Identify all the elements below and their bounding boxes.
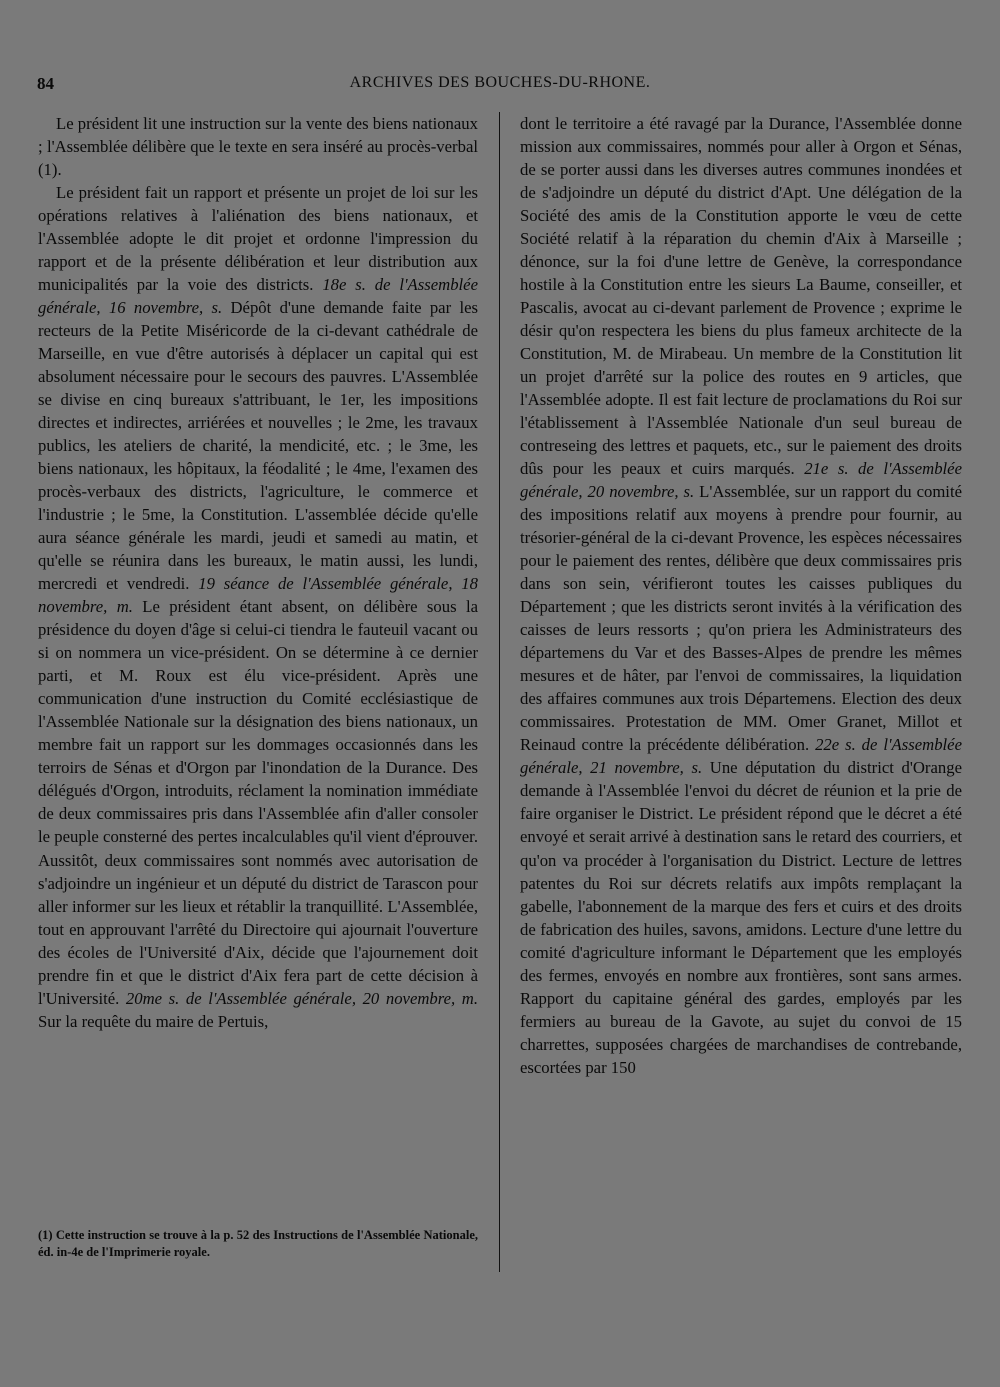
- session-reference: 22e s. de l'Assemblée générale, 21 novembre, s.: [520, 735, 962, 778]
- page-number: 84: [37, 74, 54, 93]
- paragraph: dont le territoire a été ravagé par la Durance, l'Assemblée donne mission aux commissaires, nommés pour aller à Orgon et Sénas, de se porter aussi dans les diverses autres communes inondées et de s'adjoindre un député du district d'Apt. Une délégation de la Société des amis de la Constitution apporte le vœu de cette Société relatif à la réparation du chemin d'Aix à Marseille ; dénonce, sur la foi d'une lettre de Genève, la correspondance hostile à la Constitution entre les sieurs La Baume, conseiller, et Pascalis, avocat au ci-devant parlement de Provence ; exprime le désir qu'on respectera les biens du plus fameux architecte de la Constitution, M. de Mirabeau. Un membre de la Constitution lit un projet d'arrêté sur la police des routes en 9 articles, que l'Assemblée adopte. Il est fait lecture de proclamations du Roi sur l'établissement à l'Assemblée Nationale d'un seul bureau de contreseing des lettres et paquets, etc., sur le paiement des droits dûs pour les peaux et cuirs marqués. 21e s. de l'Assemblée générale, 20 novembre, s. L'Assemblée, sur un rapport du comité des impositions relatif aux moyens à prendre pour fournir, au trésorier-général de la ci-devant Provence, les espèces nécessaires pour le paiement des rentes, délibère que deux commissaires pris dans son sein, vérifieront toutes les caisses publiques du Département ; que les districts seront invités à la vérification des caisses de leurs ressorts ; qu'on priera les Administrateurs des départemens du Var et des Basses-Alpes de prendre les mêmes mesures et de hâter, par l'envoi de commissaires, la liquidation des affaires communes aux trois Départemens. Election des deux commissaires. Protestation de MM. Omer Granet, Millot et Reinaud contre la précédente délibération. 22e s. de l'Assemblée générale, 21 novembre, s. Une députation du district d'Orange demande à l'Assemblée l'envoi du décret de réunion et la prie de faire organiser le District. Le président répond que le décret a été envoyé et serait arrivé à destination sans le retard des courriers, et qu'on va procéder à l'organisation du District. Lecture de lettres patentes du Roi sur décrets relatifs aux impôts remplaçant la gabelle, l'abonnement de la marque des fers et cuirs et des droits de fabrication des huiles, savons, amidons. Lecture d'une lettre du comité d'agriculture informant le Département que les employés des fermes, envoyés en nombre aux frontières, sont sans armes. Rapport du capitaine général des gardes, employés par les fermiers au bureau de la Gavote, au sujet du convoi de 15 charrettes, supposées chargées de marchandises de contrebande, escortées par 150: [520, 114, 962, 1077]
- column-divider: [499, 112, 500, 1272]
- running-title: ARCHIVES DES BOUCHES-DU-RHONE.: [349, 74, 651, 91]
- footnote: (1) Cette instruction se trouve à la p. 52 des Instructions de l'Assemblée Nationale, éd. in-4e de l'Imprimerie royale.: [38, 1228, 478, 1259]
- session-reference: 18e s. de l'Assemblée générale, 16 novembre, s.: [38, 275, 478, 318]
- page-header: [0, 74, 1000, 98]
- paragraph: Le président lit une instruction sur la vente des biens nationaux ; l'Assemblée délibère que le texte en sera inséré au procès-verbal (1).: [38, 114, 478, 180]
- session-reference: 20me s. de l'Assemblée générale, 20 novembre, m.: [125, 988, 479, 1008]
- paragraph: Le président fait un rapport et présente un projet de loi sur les opérations relatives à l'aliénation des biens nationaux, et l'Assemblée adopte le dit projet et ordonne l'impression du rapport et de la présente délibération et leur distribution aux municipalités par la voie des districts. 18e s. de l'Assemblée générale, 16 novembre, s. Dépôt d'une demande faite par les recteurs de la Petite Miséricorde de la ci-devant cathédrale de Marseille, en vue d'être autorisés à déplacer un capital qui est absolument nécessaire pour le secours des pauvres. L'Assemblée se divise en cinq bureaux s'attribuant, le 1er, les impositions directes et indirectes, arriérées et nouvelles ; le 2me, les travaux publics, les ateliers de charité, la mendicité, etc. ; le 3me, les biens nationaux, les hôpitaux, la féodalité ; le 4me, l'examen des procès-verbaux des districts, l'agriculture, le commerce et l'industrie ; le 5me, la Constitution. L'assemblée décide qu'elle aura séance générale les mardi, jeudi et samedi au matin, et qu'elle se réunira dans les bureaux, le matin aussi, les lundi, mercredi et vendredi. 19 séance de l'Assemblée générale, 18 novembre, m. Le président étant absent, on délibère sous la présidence du doyen d'âge si celui-ci tiendra le fauteuil vacant ou si on nommera un vice-président. On se détermine à ce dernier parti, et M. Roux est élu vice-président. Après une communication d'une instruction du Comité ecclésiastique de l'Assemblée Nationale sur la désignation des biens nationaux, un membre fait un rapport sur les dommages occasionnés dans les terroirs de Sénas et d'Orgon par l'inondation de la Durance. Des délégués d'Orgon, introduits, réclament la nomination immédiate de deux commissaires pris dans l'Assemblée afin d'aller consoler le peuple consterné des pertes incalculables qu'il vient d'éprouver. Aussitôt, deux commissaires sont nommés avec autorisation de s'adjoindre un ingénieur et un député du district de Tarascon pour aller informer sur les lieux et rétablir la tranquillité. L'Assemblée, tout en approuvant l'arrêté du Directoire qui ajournait l'ouverture des écoles de l'Université d'Aix, décide que l'ajournement doit prendre fin et que le district d'Aix fera part de cette décision à l'Université. 20me s. de l'Assemblée générale, 20 novembre, m. Sur la requête du maire de Pertuis,: [38, 183, 479, 1031]
- session-reference: 21e s. de l'Assemblée générale, 20 novembre, s.: [520, 459, 962, 502]
- right-column: [520, 112, 962, 1079]
- left-column: [38, 112, 478, 1033]
- session-reference: 19 séance de l'Assemblée générale, 18 novembre, m.: [38, 574, 478, 617]
